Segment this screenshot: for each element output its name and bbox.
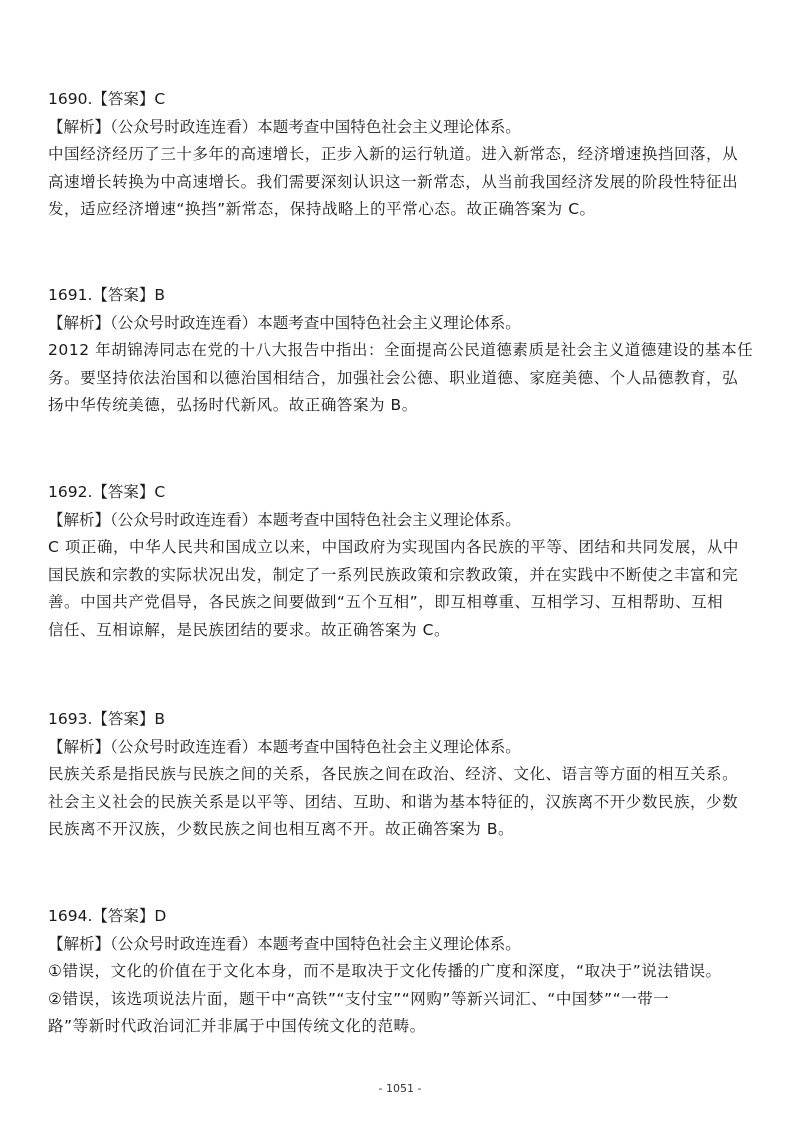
question-entry-1692 — [48, 482, 758, 640]
explanation-line: 民族关系是指民族与民族之间的关系，各民族之间在政治、经济、文化、语言等方面的相互关系。 — [48, 765, 739, 783]
explanation-line: 路”等新时代政治词汇并非属于中国传统文化的范畴。 — [48, 1017, 426, 1035]
explanation-line: 信任、互相谅解，是民族团结的要求。故正确答案为 C。 — [48, 620, 451, 639]
explanation-line: ①错误，文化的价值在于文化本身，而不是取决于文化传播的广度和深度，“取决于”说法错误。 — [48, 962, 722, 980]
explanation-line: 善。中国共产党倡导，各民族之间要做到“五个互相”，即互相尊重、互相学习、互相帮助、互相 — [48, 593, 724, 611]
analysis-label: 【解析】（公众号时政连连看）本题考查中国特色社会主义理论体系。 — [48, 737, 521, 756]
answer-heading: 1693.【答案】B — [48, 710, 166, 728]
explanation-line: 民族离不开汉族，少数民族之间也相互离不开。故正确答案为 B。 — [48, 820, 515, 838]
answer-heading: 1692.【答案】C — [48, 483, 166, 501]
analysis-label: 【解析】（公众号时政连连看）本题考查中国特色社会主义理论体系。 — [48, 117, 521, 136]
explanation-line: 发，适应经济增速“换挡”新常态，保持战略上的平常心态。故正确答案为 C。 — [48, 200, 596, 218]
answer-heading: 1690.【答案】C — [48, 90, 166, 108]
explanation-line: 高速增长转换为中高速增长。我们需要深刻认识这一新常态，从当前我国经济发展的阶段性特征出 — [48, 172, 739, 191]
analysis-label: 【解析】（公众号时政连连看）本题考查中国特色社会主义理论体系。 — [48, 934, 521, 953]
answer-heading: 1694.【答案】D — [48, 907, 167, 925]
page-number: - 1051 - — [378, 1082, 422, 1095]
explanation-line: 扬中华传统美德，弘扬时代新风。故正确答案为 B。 — [48, 396, 418, 414]
answer-heading: 1691.【答案】B — [48, 286, 166, 304]
explanation-line: 务。要坚持依法治国和以德治国相结合，加强社会公德、职业道德、家庭美德、个人品德教育，弘 — [48, 368, 739, 387]
explanation-line: 社会主义社会的民族关系是以平等、团结、互助、和谐为基本特征的，汉族离不开少数民族，少数 — [48, 792, 739, 811]
question-entry-1694 — [48, 906, 758, 1036]
question-entry-1690 — [48, 89, 758, 219]
question-entry-1693 — [48, 709, 758, 839]
explanation-line: C 项正确，中华人民共和国成立以来，中国政府为实现国内各民族的平等、团结和共同发展，从中 — [48, 538, 739, 556]
explanation-line: 2012 年胡锦涛同志在党的十八大报告中指出：全面提高公民道德素质是社会主义道德建设的基本任 — [48, 341, 754, 359]
explanation-line: 国民族和宗教的实际状况出发，制定了一系列民族政策和宗教政策，并在实践中不断使之丰富和完 — [48, 565, 739, 584]
explanation-line: 中国经济经历了三十多年的高速增长，正步入新的运行轨道。进入新常态，经济增速换挡回落，从 — [48, 145, 739, 163]
analysis-label: 【解析】（公众号时政连连看）本题考查中国特色社会主义理论体系。 — [48, 313, 521, 332]
question-entry-1691 — [48, 285, 758, 415]
explanation-line: ②错误，该选项说法片面，题干中“高铁”“支付宝”“网购”等新兴词汇、“中国梦”“一带一 — [48, 989, 670, 1008]
analysis-label: 【解析】（公众号时政连连看）本题考查中国特色社会主义理论体系。 — [48, 510, 521, 529]
